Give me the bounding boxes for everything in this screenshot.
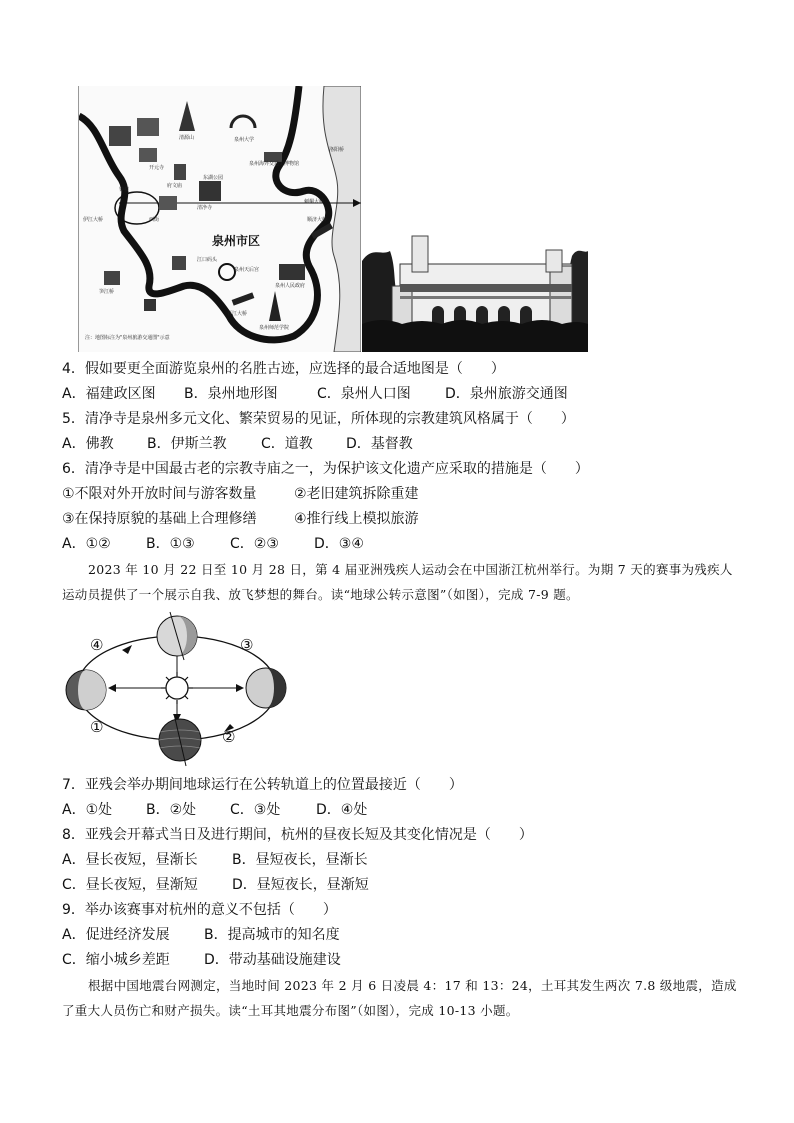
q8-options-row2 (62, 875, 369, 895)
option-c[interactable]: C．③处 (230, 802, 281, 818)
q6-items-row2 (62, 509, 419, 529)
q9-options-row1 (62, 925, 340, 945)
map-label: 泉州大学 (234, 137, 255, 143)
q8-options-row1 (62, 850, 368, 870)
q9-stem: 9．举办该赛事对杭州的意义不包括（ ） (62, 902, 337, 918)
option-b[interactable]: B．提高城市的知名度 (204, 927, 340, 943)
option-c[interactable]: C．②③ (230, 536, 279, 552)
q7-options (62, 800, 367, 820)
earth-revolution-diagram (62, 608, 292, 768)
map-label: 东湖公园 (203, 175, 224, 181)
option-d[interactable]: D．③④ (314, 536, 364, 552)
quanzhou-tourist-map (78, 86, 361, 352)
q5-options (62, 434, 413, 454)
option-a[interactable]: A．佛教 (62, 436, 114, 452)
map-label: 府文庙 (167, 183, 183, 189)
option-a[interactable]: A．促进经济发展 (62, 927, 170, 943)
option-b[interactable]: B．伊斯兰教 (147, 436, 227, 452)
option-c[interactable]: C．泉州人口图 (317, 386, 411, 402)
option-d[interactable]: D．基督教 (346, 436, 413, 452)
option-a[interactable]: A．昼长夜短，昼渐长 (62, 852, 198, 868)
option-d[interactable]: D．④处 (316, 802, 368, 818)
q6-item-3: ③在保持原貌的基础上合理修缮 (62, 511, 257, 527)
map-label: 笋江桥 (99, 289, 115, 295)
q6-stem: 6．清净寺是中国最古老的宗教寺庙之一，为保护该文化遗产应采取的措施是（ ） (62, 461, 589, 477)
option-d[interactable]: D．泉州旅游交通图 (445, 386, 568, 402)
map-label: 洛阳桥 (329, 147, 345, 153)
option-a[interactable]: A．①② (62, 536, 111, 552)
option-a[interactable]: A．①处 (62, 802, 113, 818)
q7-stem: 7．亚残会举办期间地球运行在公转轨道上的位置最接近（ ） (62, 777, 463, 793)
option-d[interactable]: D．昼短夜长，昼渐短 (232, 877, 369, 893)
position-mark-3: ③ (240, 636, 254, 654)
position-mark-4: ④ (90, 636, 104, 654)
position-mark-2: ② (222, 728, 236, 746)
map-label: 泉州海外交通史博物馆 (249, 161, 300, 167)
option-b[interactable]: B．②处 (146, 802, 197, 818)
position-mark-1: ① (90, 718, 104, 736)
q9-options-row2 (62, 950, 341, 970)
q8-stem: 8．亚残会开幕式当日及进行期间，杭州的昼夜长短及其变化情况是（ ） (62, 827, 533, 843)
q6-options (62, 534, 364, 554)
q6-item-1: ①不限对外开放时间与游客数量 (62, 486, 257, 502)
option-c[interactable]: C．昼长夜短，昼渐短 (62, 877, 198, 893)
passage-turkey-earthquake: 根据中国地震台网测定，当地时间 2023 年 2 月 6 日凌晨 4：17 和 13：24，土耳其发生两次 7.8 级地震，造成了重大人员伤亡和财产损失。读“土耳其地震分布图”（如图），完成 10-13 小题。 (62, 978, 737, 1018)
passage-asian-para-games: 2023 年 10 月 22 日至 10 月 28 日，第 4 届亚洲残疾人运动会在中国浙江杭州举行。为期 7 天的赛事为残疾人运动员提供了一个展示自我、放飞梦想的舞台。读“地球公转示意图”（如图），完成 7-9 题。 (62, 562, 733, 602)
option-d[interactable]: D．带动基础设施建设 (204, 952, 341, 968)
map-label: 江口码头 (197, 257, 218, 263)
map-label: 清源山 (179, 135, 195, 141)
qingjing-mosque-photo (362, 86, 588, 352)
q5-stem: 5．清净寺是泉州多元文化、繁荣贸易的见证，所体现的宗教建筑风格属于（ ） (62, 411, 575, 427)
map-label: 西街 (149, 217, 160, 223)
q6-items-row1 (62, 484, 419, 504)
option-c[interactable]: C．道教 (261, 436, 313, 452)
q4-stem: 4．假如要更全面游览泉州的名胜古迹，应选择的最合适地图是（ ） (62, 361, 505, 377)
option-b[interactable]: B．①③ (146, 536, 195, 552)
q6-item-2: ②老旧建筑拆除重建 (294, 486, 419, 502)
map-label: 清净寺 (197, 205, 213, 211)
q4-options (62, 384, 568, 404)
option-c[interactable]: C．缩小城乡差距 (62, 952, 170, 968)
map-label: 顺济大桥 (307, 217, 328, 223)
option-a[interactable]: A．福建政区图 (62, 386, 156, 402)
map-label: 刺桐大桥 (304, 199, 325, 205)
q6-item-4: ④推行线上模拟旅游 (294, 511, 419, 527)
map-label: 晋江大桥 (227, 311, 248, 317)
map-label: 开元寺 (149, 165, 165, 171)
map-label: 泉州人民政府 (275, 283, 306, 289)
map-city-label: 泉州市区 (212, 234, 261, 248)
option-b[interactable]: B．泉州地形图 (184, 386, 278, 402)
option-b[interactable]: B．昼短夜长，昼渐长 (232, 852, 368, 868)
map-label: 钟楼 (119, 187, 130, 193)
map-legend: 注：地图标注为"泉州旅游交通图"示意 (85, 335, 170, 341)
map-label: 泉州天后宫 (234, 267, 260, 273)
map-label: 伊江大桥 (83, 217, 104, 223)
map-label: 泉州师范学院 (259, 325, 290, 331)
